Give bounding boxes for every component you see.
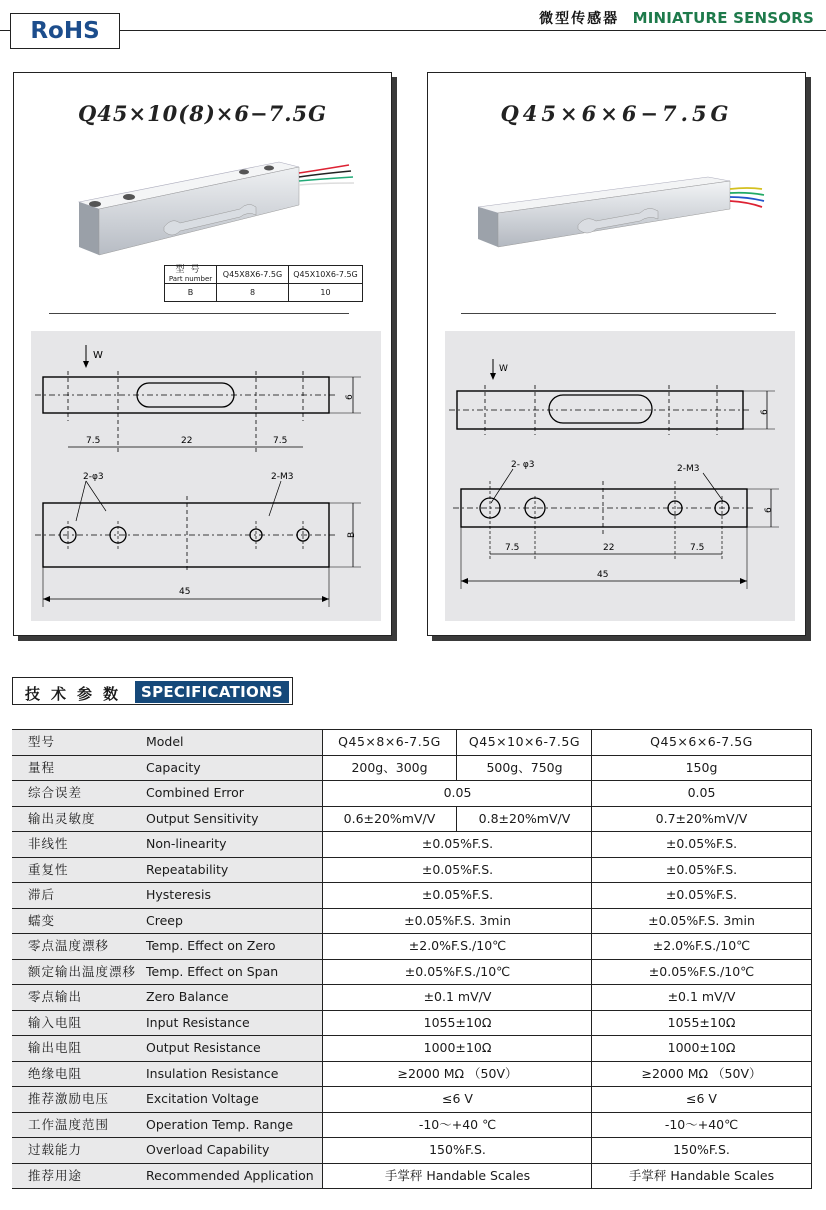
technical-drawing-right	[445, 331, 795, 621]
spec-row	[12, 1138, 812, 1164]
spec-label-cn: 过载能力	[12, 1138, 142, 1163]
spec-value-a: 1055±10Ω	[322, 1011, 593, 1036]
drawing-b-dim: B	[347, 531, 357, 538]
spec-label-en: Model	[142, 730, 322, 755]
drawing-height-dim-top: 6	[760, 409, 770, 415]
spec-label-en: Output Sensitivity	[142, 807, 322, 832]
brand	[539, 8, 814, 28]
spec-label-en: Temp. Effect on Span	[142, 960, 322, 985]
spec-value-a: ±0.1 mV/V	[322, 985, 593, 1010]
spec-value-a: ≤6 V	[322, 1087, 593, 1112]
drawing-load-label: W	[93, 350, 103, 361]
drawing-dim-left: 7.5	[86, 436, 101, 446]
spec-value-a: ±2.0%F.S./10℃	[322, 934, 593, 959]
spec-row	[12, 730, 812, 756]
spec-row	[12, 756, 812, 782]
spec-row	[12, 807, 812, 833]
spec-label-en: Creep	[142, 909, 322, 934]
spec-value-a: 0.05	[322, 781, 593, 806]
spec-row	[12, 883, 812, 909]
spec-value-a: ±0.05%F.S. 3min	[322, 909, 593, 934]
spec-value-a: ±0.05%F.S.	[322, 883, 593, 908]
spec-value-a1: 200g、300g	[322, 756, 457, 781]
spec-label-en: Overload Capability	[142, 1138, 322, 1163]
spec-label-cn: 输出电阻	[12, 1036, 142, 1061]
spec-value-b: 1055±10Ω	[591, 1011, 812, 1036]
spec-value-a2: 0.8±20%mV/V	[457, 807, 593, 832]
part-number-col1: Q45X8X6-7.5G	[217, 266, 289, 284]
drawing-hole-label-right: 2-M3	[271, 472, 294, 482]
spec-value-a: 150%F.S.	[322, 1138, 593, 1163]
spec-value-b: 手掌秤 Handable Scales	[591, 1164, 812, 1189]
spec-value-a1: 0.6±20%mV/V	[322, 807, 457, 832]
separator-line	[461, 313, 776, 314]
spec-label-cn: 绝缘电阻	[12, 1062, 142, 1087]
spec-label-cn: 非线性	[12, 832, 142, 857]
drawing-dim-mid-right: 22	[603, 543, 615, 553]
rohs-badge: RoHS	[10, 13, 120, 49]
spec-row	[12, 1011, 812, 1037]
specifications-heading-cn: 技术参数	[25, 685, 130, 703]
part-val2: 10	[289, 284, 363, 302]
spec-value-b: 0.7±20%mV/V	[591, 807, 812, 832]
spec-row	[12, 985, 812, 1011]
spec-label-cn: 量程	[12, 756, 142, 781]
spec-value-a1: Q45×8×6-7.5G	[322, 730, 457, 755]
spec-label-cn: 额定输出温度漂移	[12, 960, 142, 985]
brand-en: MINIATURE SENSORS	[632, 9, 814, 27]
spec-row	[12, 909, 812, 935]
part-number-header: 型号 Part number	[165, 266, 217, 284]
spec-value-a: 手掌秤 Handable Scales	[322, 1164, 593, 1189]
spec-label-en: Hysteresis	[142, 883, 322, 908]
spec-value-a: 1000±10Ω	[322, 1036, 593, 1061]
spec-value-b: ±0.05%F.S.	[591, 858, 812, 883]
spec-value-b: ±2.0%F.S./10℃	[591, 934, 812, 959]
spec-value-b: ±0.1 mV/V	[591, 985, 812, 1010]
drawing-height-dim: 6	[345, 394, 355, 400]
spec-label-cn: 零点输出	[12, 985, 142, 1010]
spec-label-cn: 推荐激励电压	[12, 1087, 142, 1112]
product-panel-left	[13, 72, 392, 636]
drawing-length-dim-right: 45	[597, 570, 609, 580]
spec-label-en: Zero Balance	[142, 985, 322, 1010]
spec-label-en: Non-linearity	[142, 832, 322, 857]
spec-label-cn: 蠕变	[12, 909, 142, 934]
spec-value-b: 0.05	[591, 781, 812, 806]
spec-value-b: -10～+40℃	[591, 1113, 812, 1138]
spec-label-cn: 滞后	[12, 883, 142, 908]
load-cell-photo-right	[468, 171, 788, 261]
spec-label-cn: 输出灵敏度	[12, 807, 142, 832]
specifications-heading	[12, 677, 293, 705]
drawing-dim-right-right: 7.5	[690, 543, 705, 553]
spec-row	[12, 934, 812, 960]
part-number-col2: Q45X10X6-7.5G	[289, 266, 363, 284]
spec-row	[12, 1113, 812, 1139]
spec-value-a: ≥2000 MΩ （50V）	[322, 1062, 593, 1087]
spec-value-b: Q45×6×6-7.5G	[591, 730, 812, 755]
model-title-left: Q45×10(8)×6−7.5G	[77, 101, 328, 126]
spec-row	[12, 1164, 812, 1190]
spec-value-a: ±0.05%F.S./10℃	[322, 960, 593, 985]
spec-row	[12, 1087, 812, 1113]
spec-value-b: 150g	[591, 756, 812, 781]
spec-row	[12, 781, 812, 807]
spec-value-b: ±0.05%F.S./10℃	[591, 960, 812, 985]
technical-drawing-left	[31, 331, 381, 621]
spec-label-en: Temp. Effect on Zero	[142, 934, 322, 959]
product-panel-right	[427, 72, 806, 636]
spec-label-cn: 综合误差	[12, 781, 142, 806]
spec-value-b: 1000±10Ω	[591, 1036, 812, 1061]
drawing-length-dim: 45	[179, 587, 191, 597]
spec-row	[12, 1036, 812, 1062]
spec-label-en: Input Resistance	[142, 1011, 322, 1036]
model-title-right: Q45×6×6−7.5G	[500, 101, 733, 126]
drawing-dim-right: 7.5	[273, 436, 288, 446]
part-row-label: B	[165, 284, 217, 302]
spec-value-a2: Q45×10×6-7.5G	[457, 730, 593, 755]
spec-label-en: Insulation Resistance	[142, 1062, 322, 1087]
separator-line	[49, 313, 349, 314]
spec-row	[12, 858, 812, 884]
spec-label-cn: 输入电阻	[12, 1011, 142, 1036]
spec-value-a2: 500g、750g	[457, 756, 593, 781]
spec-row	[12, 832, 812, 858]
spec-label-cn: 型号	[12, 730, 142, 755]
header-rule	[0, 30, 826, 31]
spec-label-cn: 重复性	[12, 858, 142, 883]
drawing-hole-label-left: 2-φ3	[83, 472, 104, 482]
spec-label-en: Recommended Application	[142, 1164, 322, 1189]
drawing-load-label-right: W	[499, 364, 508, 374]
spec-value-b: ≤6 V	[591, 1087, 812, 1112]
spec-label-en: Repeatability	[142, 858, 322, 883]
drawing-hole-label-left-right: 2- φ3	[511, 460, 535, 470]
load-cell-photo-left	[69, 157, 369, 257]
spec-row	[12, 1062, 812, 1088]
spec-value-a: ±0.05%F.S.	[322, 832, 593, 857]
spec-label-cn: 零点温度漂移	[12, 934, 142, 959]
part-number-table	[164, 265, 363, 302]
drawing-dim-mid: 22	[181, 436, 193, 446]
spec-label-en: Combined Error	[142, 781, 322, 806]
spec-label-en: Excitation Voltage	[142, 1087, 322, 1112]
spec-value-b: ±0.05%F.S. 3min	[591, 909, 812, 934]
spec-value-b: 150%F.S.	[591, 1138, 812, 1163]
spec-row	[12, 960, 812, 986]
brand-cn: 微型传感器	[539, 11, 620, 27]
spec-value-b: ±0.05%F.S.	[591, 883, 812, 908]
spec-label-cn: 工作温度范围	[12, 1113, 142, 1138]
spec-value-a: ±0.05%F.S.	[322, 858, 593, 883]
part-val1: 8	[217, 284, 289, 302]
drawing-height-dim-bottom: 6	[764, 507, 774, 513]
specifications-heading-en: SPECIFICATIONS	[135, 681, 289, 703]
spec-label-en: Operation Temp. Range	[142, 1113, 322, 1138]
spec-label-en: Capacity	[142, 756, 322, 781]
spec-value-b: ±0.05%F.S.	[591, 832, 812, 857]
drawing-dim-left-right: 7.5	[505, 543, 520, 553]
spec-label-cn: 推荐用途	[12, 1164, 142, 1189]
spec-value-b: ≥2000 MΩ （50V）	[591, 1062, 812, 1087]
spec-value-a: -10～+40 ℃	[322, 1113, 593, 1138]
spec-label-en: Output Resistance	[142, 1036, 322, 1061]
drawing-hole-label-right-right: 2-M3	[677, 464, 700, 474]
